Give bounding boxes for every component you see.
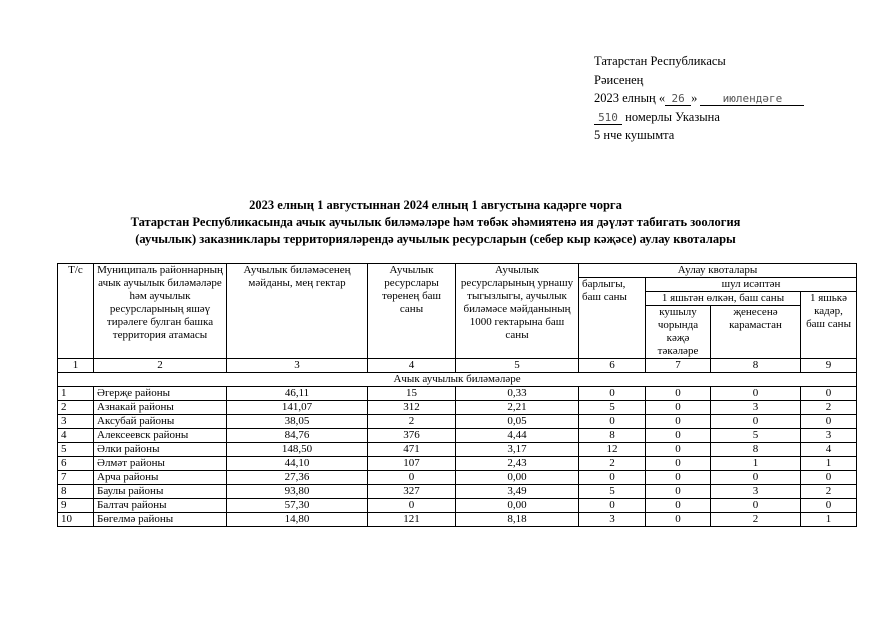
cell-num: 6 [58,457,94,471]
cell-count: 15 [368,387,456,401]
cell-municipality: Азнакай районы [94,401,227,415]
column-numbers-row [58,359,857,373]
quota-table [57,263,857,527]
cell-num: 10 [58,513,94,527]
header-count: Аучылык ресурслары төренең баш саны [368,264,456,359]
cell-younger-than-1: 1 [801,513,857,527]
cell-density: 0,05 [456,415,579,429]
annex-line-appendix: 5 нче кушымта [594,128,675,142]
cell-num: 4 [58,429,94,443]
cell-density: 4,44 [456,429,579,443]
title-line-2: Татарстан Республикасында ачык аучылык биләмәләре һәм төбәк әһәмиятенә ия дәүләт табигать зоология [130,215,741,229]
cell-municipality: Арча районы [94,471,227,485]
cell-num: 1 [58,387,94,401]
cell-regardless-of-sex: 3 [711,485,801,499]
cell-area: 57,30 [227,499,368,513]
cell-younger-than-1: 0 [801,387,857,401]
cell-regardless-of-sex: 5 [711,429,801,443]
cell-younger-than-1: 0 [801,415,857,429]
column-number: 5 [456,359,579,373]
table-row [58,471,857,485]
header-older-than-1: 1 яшьтән өлкән, баш саны [646,292,801,306]
cell-municipality: Балтач районы [94,499,227,513]
column-number: 1 [58,359,94,373]
document-title [60,197,811,248]
header-total: барлыгы, баш саны [579,278,646,359]
header-including: шул исәптән [646,278,857,292]
cell-total: 0 [579,499,646,513]
cell-count: 0 [368,471,456,485]
cell-area: 141,07 [227,401,368,415]
cell-younger-than-1: 2 [801,485,857,499]
cell-area: 46,11 [227,387,368,401]
cell-regardless-of-sex: 8 [711,443,801,457]
cell-males: 0 [646,401,711,415]
header-males: кушылу чорында кәҗә тәкәләре [646,306,711,359]
cell-regardless-of-sex: 3 [711,401,801,415]
cell-num: 9 [58,499,94,513]
cell-younger-than-1: 0 [801,471,857,485]
cell-num: 8 [58,485,94,499]
header-municipality: Муниципаль районнарның ачык аучылык биләмәләре һәм аучылык ресурсларының яшәү тирәлеге булган башка территория атамасы [94,264,227,359]
header-younger-than-1: 1 яшькә кадәр, баш саны [801,292,857,359]
cell-regardless-of-sex: 0 [711,499,801,513]
cell-area: 93,80 [227,485,368,499]
cell-num: 5 [58,443,94,457]
cell-males: 0 [646,429,711,443]
annex-line-date [594,89,824,108]
header-quota-group: Аулау квоталары [579,264,857,278]
annex-line-number [594,108,824,127]
cell-younger-than-1: 3 [801,429,857,443]
cell-regardless-of-sex: 0 [711,415,801,429]
header-regardless-of-sex: җенесенә карамастан [711,306,801,359]
cell-area: 44,10 [227,457,368,471]
cell-area: 14,80 [227,513,368,527]
cell-density: 0,33 [456,387,579,401]
cell-males: 0 [646,415,711,429]
cell-males: 0 [646,443,711,457]
cell-total: 0 [579,415,646,429]
column-number: 7 [646,359,711,373]
cell-municipality: Алексеевск районы [94,429,227,443]
cell-total: 5 [579,485,646,499]
cell-municipality: Бөгелмә районы [94,513,227,527]
cell-total: 5 [579,401,646,415]
cell-municipality: Аксубай районы [94,415,227,429]
column-number: 6 [579,359,646,373]
table-row [58,415,857,429]
header-area: Аучылык биләмәсенең мәйданы, мең гектар [227,264,368,359]
cell-regardless-of-sex: 1 [711,457,801,471]
cell-younger-than-1: 1 [801,457,857,471]
cell-males: 0 [646,513,711,527]
cell-area: 148,50 [227,443,368,457]
cell-num: 7 [58,471,94,485]
cell-density: 8,18 [456,513,579,527]
annex-reference [594,52,824,145]
cell-area: 84,76 [227,429,368,443]
annex-number-field: 510 [594,111,622,125]
cell-total: 3 [579,513,646,527]
cell-municipality: Әлмәт районы [94,457,227,471]
cell-younger-than-1: 2 [801,401,857,415]
annex-quote-close: » [691,91,698,105]
cell-density: 3,17 [456,443,579,457]
cell-males: 0 [646,471,711,485]
cell-density: 2,21 [456,401,579,415]
table-row [58,401,857,415]
annex-line-president: Рәисенең [594,72,644,87]
table-row [58,513,857,527]
cell-count: 2 [368,415,456,429]
section-row [58,373,857,387]
cell-density: 0,00 [456,499,579,513]
cell-total: 8 [579,429,646,443]
cell-males: 0 [646,499,711,513]
cell-area: 38,05 [227,415,368,429]
cell-density: 2,43 [456,457,579,471]
cell-area: 27,36 [227,471,368,485]
cell-males: 0 [646,457,711,471]
cell-density: 0,00 [456,471,579,485]
cell-municipality: Әгерҗе районы [94,387,227,401]
cell-count: 376 [368,429,456,443]
cell-municipality: Әлки районы [94,443,227,457]
cell-count: 121 [368,513,456,527]
cell-total: 12 [579,443,646,457]
table-row [58,457,857,471]
table-header [58,264,857,387]
column-number: 4 [368,359,456,373]
table-row [58,443,857,457]
cell-males: 0 [646,485,711,499]
cell-total: 0 [579,471,646,485]
table-row [58,387,857,401]
title-line-1: 2023 елның 1 августыннан 2024 елның 1 августына кадәрге чорга [249,198,622,212]
cell-count: 312 [368,401,456,415]
header-density: Аучылык ресурсларының урнашу тыгызлыгы, аучылык биләмәсе мәйданының 1000 гектарына баш саны [456,264,579,359]
title-line-3: (аучылык) заказниклары территорияләрендә аучылык ресурсларын (себер кыр кәҗәсе) аулау квоталары [135,232,736,246]
cell-count: 0 [368,499,456,513]
column-number: 8 [711,359,801,373]
table-body [58,387,857,527]
cell-males: 0 [646,387,711,401]
cell-count: 327 [368,485,456,499]
section-open-hunting-grounds: Ачык аучылык биләмәләре [58,373,857,387]
cell-total: 0 [579,387,646,401]
annex-line-republic: Татарстан Республикасы [594,54,726,68]
cell-regardless-of-sex: 2 [711,513,801,527]
table-row [58,429,857,443]
cell-count: 107 [368,457,456,471]
cell-num: 2 [58,401,94,415]
column-number: 2 [94,359,227,373]
cell-municipality: Баулы районы [94,485,227,499]
cell-num: 3 [58,415,94,429]
table-row [58,499,857,513]
annex-number-suffix: номерлы Указына [625,109,720,124]
cell-younger-than-1: 4 [801,443,857,457]
table-row [58,485,857,499]
cell-younger-than-1: 0 [801,499,857,513]
annex-month-field: июлендәге [700,92,804,106]
header-num: Т/с [58,264,94,359]
annex-day-field: 26 [665,92,691,106]
column-number: 9 [801,359,857,373]
column-number: 3 [227,359,368,373]
cell-count: 471 [368,443,456,457]
cell-regardless-of-sex: 0 [711,387,801,401]
cell-regardless-of-sex: 0 [711,471,801,485]
cell-total: 2 [579,457,646,471]
cell-density: 3,49 [456,485,579,499]
annex-year-prefix: 2023 елның « [594,91,666,105]
